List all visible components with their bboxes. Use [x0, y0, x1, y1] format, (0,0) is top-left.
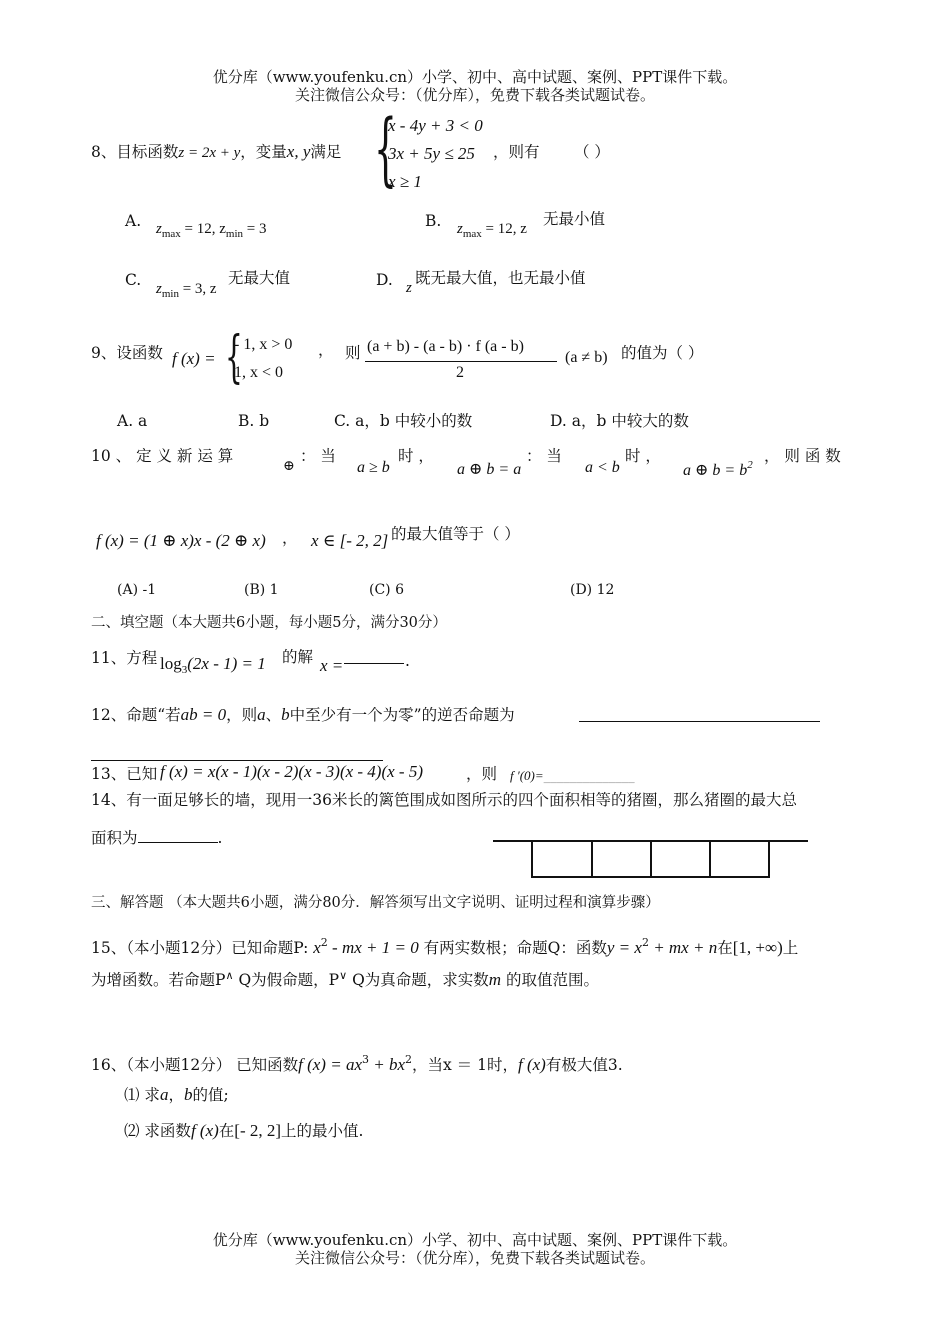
q15-line-1: 15、（本小题12分）已知命题P: $x^2$ - mx + 1 = 0 有两实数根；命题Q：函数$y = x^2$ + mx + n在[1, +∞)上	[91, 936, 799, 957]
q8-option-a-label: A.	[125, 212, 142, 230]
q11-answer-blank	[344, 663, 404, 664]
q9-label: 9、设函数	[91, 344, 163, 362]
q10-tail: 的最大值等于（ ）	[391, 525, 520, 543]
q8-then: ，则有	[493, 143, 540, 161]
q8-option-c: $z_{min} = 3$, z	[156, 281, 217, 300]
q8-option-d-label: D.	[376, 271, 393, 289]
q10-label: 10 、 定 义 新 运 算	[91, 447, 234, 465]
q10-text-5: ， 则 函 数	[764, 447, 841, 465]
q9-brace: {	[225, 325, 243, 390]
q9-case-2: 1, x < 0	[234, 364, 284, 381]
q9-option-b: B. b	[238, 412, 270, 430]
pig-pen-1	[531, 840, 593, 878]
q8-system-brace: {	[374, 102, 397, 195]
q9-option-a: A. a	[117, 412, 148, 430]
q14-line-1: 14、有一面足够长的墙，现用一36米长的篱笆围成如图所示的四个面积相等的猪圈，那么猪圈的最大总	[91, 791, 797, 809]
q8-vars: x, y	[286, 142, 311, 161]
header-line-2: 关注微信公众号：（优分库），免费下载各类试题试卷。	[294, 86, 655, 104]
q8-satisfy: 满足	[310, 143, 342, 161]
q8-mid: ，变量	[240, 143, 287, 161]
q8-objective: z = 2x + y	[178, 145, 241, 161]
q11-mid: 的解	[282, 648, 314, 666]
q9-fraction-bar	[365, 361, 557, 362]
q12-stem: 12、命题“若ab = 0，则a、b中至少有一个为零”的逆否命题为	[91, 705, 515, 724]
q14-answer-blank	[138, 828, 218, 843]
q8-option-b-label: B.	[425, 212, 442, 230]
footer-line-1: 优分库（www.youfenku.cn）小学、初中、高中试题、案例、PPT课件下载。	[212, 1231, 738, 1249]
q10-result-1: a ⊕ b = a	[457, 461, 522, 478]
q16-stem: 16、（本小题12分） 已知函数f $(x) = ax^3 + bx^2$，当x ＝ 1时，f (x)有极大值3.	[91, 1053, 623, 1074]
q10-comma: ，	[282, 529, 298, 547]
q10-text-2: 时 ，	[398, 447, 434, 465]
q10-operator: ⊕	[283, 459, 295, 474]
q15-line-2: 为增函数。若命题P∧ Q为假命题，P∨ Q为真命题，求实数m 的取值范围。	[91, 969, 600, 989]
q12-answer-blank-1	[579, 721, 820, 722]
q8-label: 8、目标函数	[91, 143, 179, 161]
q12-answer-blank-2	[91, 760, 383, 761]
q8-option-d-var: z	[406, 280, 412, 296]
q10-function: f (x) = (1 ⊕ x)x - (2 ⊕ x)	[96, 531, 266, 550]
q8-answer-paren: （ ）	[574, 143, 610, 161]
q9-comma: ，	[318, 341, 334, 359]
q13-derivative: f ′(0)=______________	[510, 768, 635, 784]
q9-numerator: (a + b) - (a - b) · f (a - b)	[367, 338, 524, 355]
footer-line-2: 关注微信公众号：（优分库），免费下载各类试题试卷。	[294, 1249, 655, 1267]
q10-option-b: (B) 1	[244, 582, 279, 598]
pig-pen-2	[591, 840, 652, 878]
q9-denominator: 2	[456, 364, 464, 381]
q16-part-1: ⑴ 求a，b的值;	[124, 1085, 229, 1104]
pig-pen-4	[709, 840, 770, 878]
q13-text: ，则	[466, 765, 498, 783]
q16-part-2: ⑵ 求函数f (x)在[- 2, 2]上的最小值.	[124, 1121, 364, 1140]
q10-result-2: a ⊕ $b = b^2$	[683, 459, 753, 479]
q9-then: 则	[345, 344, 361, 362]
q10-text-4: 时 ，	[625, 447, 661, 465]
q10-cond-1: a ≥ b	[357, 459, 390, 476]
q9-fx: f (x) =	[172, 349, 216, 368]
q8-option-a: $z_{max} = 12$, $z_{min} = 3$	[156, 221, 267, 240]
q11-end: .	[405, 652, 410, 670]
q10-text-1: ： 当	[300, 447, 336, 465]
q13-label: 13、已知	[91, 765, 158, 783]
section-3-title: 三、解答题 （本大题共6小题，满分80分．解答须写出文字说明、证明过程和演算步骤）	[91, 895, 660, 911]
q8-constraint-1: x - 4y + 3 < 0	[388, 116, 483, 135]
pig-pen-3	[650, 840, 711, 878]
q10-domain: x ∈ [- 2, 2]	[311, 531, 389, 550]
q8-option-c-text: 无最大值	[228, 269, 291, 287]
q10-text-3: ： 当	[526, 447, 562, 465]
q10-option-c: (C) 6	[369, 582, 404, 598]
q9-option-d: D. a，b 中较大的数	[550, 412, 689, 430]
q11-var: x =	[320, 656, 344, 675]
q11-equation: $\log_3(2x - 1) = 1$	[160, 654, 266, 676]
q9-condition: (a ≠ b)	[565, 349, 608, 366]
section-2-title: 二、填空题（本大题共6小题，每小题5分，满分30分）	[91, 615, 447, 631]
q9-option-c: C. a，b 中较小的数	[334, 412, 473, 430]
q8-constraint-3: x ≥ 1	[388, 172, 422, 191]
q14-line-2: 面积为 .	[91, 829, 223, 847]
q10-option-d: (D) 12	[570, 582, 615, 598]
q10-cond-2: a < b	[585, 459, 620, 476]
q8-option-c-label: C.	[125, 271, 142, 289]
q9-case-1: - 1, x > 0	[234, 336, 293, 353]
q8-stem	[91, 142, 341, 163]
q8-constraint-2: 3x + 5y ≤ 25	[388, 144, 475, 163]
q8-option-b-text: 无最小值	[543, 210, 606, 228]
q11-label: 11、方程	[91, 649, 158, 667]
q10-option-a: (A) -1	[117, 582, 157, 598]
q13-function: f (x) = x(x - 1)(x - 2)(x - 3)(x - 4)(x - 5)	[160, 762, 424, 781]
q9-tail: 的值为（ ）	[621, 344, 704, 362]
header-line-1: 优分库（www.youfenku.cn）小学、初中、高中试题、案例、PPT课件下载。	[212, 68, 738, 86]
q8-option-b: $z_{max} = 12$, z	[457, 221, 527, 240]
q8-option-d-text: 既无最大值，也无最小值	[415, 269, 586, 287]
